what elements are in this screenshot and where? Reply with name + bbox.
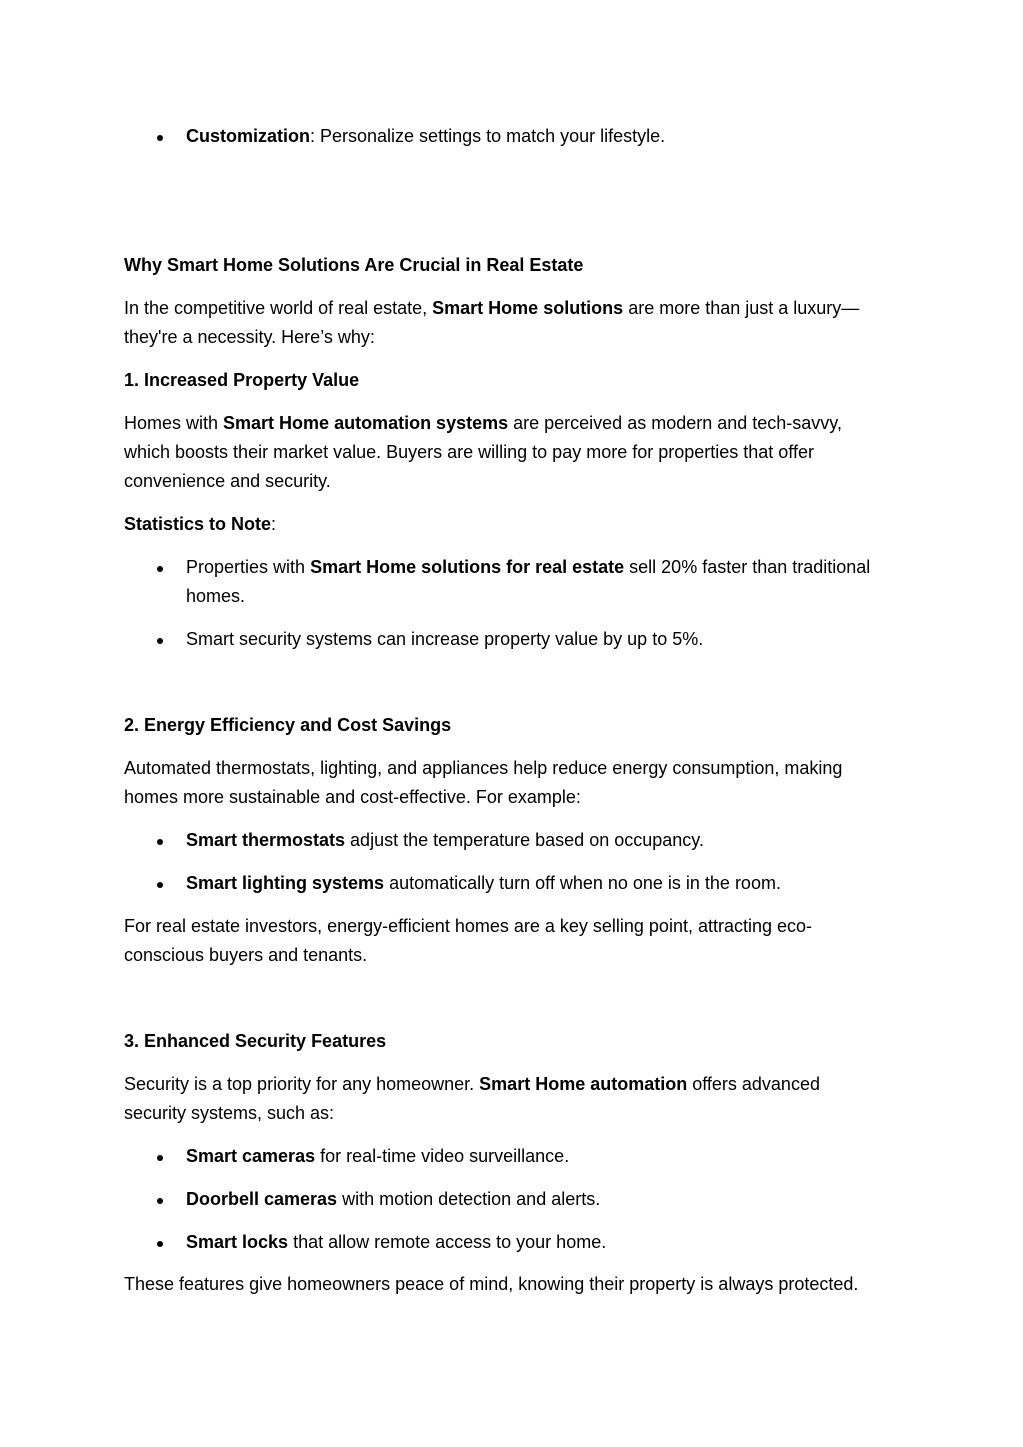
paragraph-text: conscious buyers and tenants. [124,945,368,965]
paragraph-why-line1 [124,294,904,323]
bold-term: Smart Home solutions [432,298,624,318]
bullet-dot [157,1198,163,1204]
paragraph-value-line3 [124,467,904,496]
paragraph-text: offers advanced [687,1074,820,1094]
paragraph-text: : [271,514,277,534]
bullet-dot [157,566,163,572]
list-item-text: homes. [186,586,246,606]
paragraph-investors-line1 [124,912,904,941]
bold-term: Statistics to Note [124,514,272,534]
paragraph-text: convenience and security. [124,471,331,491]
list-item-text: Smart security systems can increase property value by up to 5%. [186,629,704,649]
section-heading-security [124,1027,904,1056]
bold-term: Smart lighting systems [186,873,385,893]
bullet-dot [157,638,163,644]
bold-term: Smart locks [186,1232,289,1252]
bullet-dot [157,135,163,141]
list-item-locks [186,1228,904,1257]
list-item-text: for real-time video surveillance. [315,1146,570,1166]
list-item-stat-2 [186,625,904,654]
paragraph-security-line1 [124,1070,904,1099]
paragraph-closing [124,1270,904,1299]
paragraph-investors-line2 [124,941,904,970]
list-item-stat-1 [186,553,904,582]
bold-term: Smart thermostats [186,830,346,850]
list-item-text: automatically turn off when no one is in the room. [384,873,781,893]
list-item-text: : Personalize settings to match your lifestyle. [310,126,666,146]
list-item-lighting [186,869,904,898]
paragraph-text: These features give homeowners peace of mind, knowing their property is always protected. [124,1274,859,1294]
heading-text: 2. Energy Efficiency and Cost Savings [124,715,452,735]
paragraph-security-line2 [124,1099,904,1128]
bold-term: Smart Home automation [479,1074,688,1094]
list-item-cameras [186,1142,904,1171]
paragraph-text: are more than just a luxury— [623,298,860,318]
section-heading-why [124,251,904,280]
paragraph-why-line2 [124,323,904,352]
paragraph-text: For real estate investors, energy-efficient homes are a key selling point, attracting eco- [124,916,813,936]
heading-text: 3. Enhanced Security Features [124,1031,387,1051]
list-item-text: adjust the temperature based on occupancy. [345,830,704,850]
heading-text: Why Smart Home Solutions Are Crucial in Real Estate [124,255,584,275]
paragraph-text: homes more sustainable and cost-effective. For example: [124,787,581,807]
bold-term: Smart cameras [186,1146,316,1166]
bold-term: Customization [186,126,310,146]
bullet-dot [157,882,163,888]
bold-term: Doorbell cameras [186,1189,338,1209]
paragraph-text: Security is a top priority for any homeowner. [124,1074,480,1094]
list-item-text: that allow remote access to your home. [288,1232,607,1252]
section-heading-value [124,366,904,395]
bullet-dot [157,1241,163,1247]
paragraph-text: they're a necessity. Here’s why: [124,327,375,347]
paragraph-value-line2 [124,438,904,467]
paragraph-energy-line1 [124,754,904,783]
paragraph-text: Automated thermostats, lighting, and appliances help reduce energy consumption, making [124,758,843,778]
paragraph-text: In the competitive world of real estate, [124,298,433,318]
paragraph-text: which boosts their market value. Buyers are willing to pay more for properties that offer [124,442,814,462]
list-item-text: sell 20% faster than traditional [624,557,871,577]
list-item-thermostats [186,826,904,855]
paragraph-value-line1 [124,409,904,438]
paragraph-text: are perceived as modern and tech-savvy, [508,413,842,433]
bold-term: Smart Home solutions for real estate [310,557,625,577]
paragraph-text: Homes with [124,413,224,433]
bullet-dot [157,1155,163,1161]
heading-text: 1. Increased Property Value [124,370,360,390]
paragraph-energy-line2 [124,783,904,812]
bullet-dot [157,839,163,845]
paragraph-text: security systems, such as: [124,1103,335,1123]
list-item-stat-1-line2 [186,582,904,611]
stats-label [124,510,904,539]
bold-term: Smart Home automation systems [223,413,509,433]
list-item-text: with motion detection and alerts. [337,1189,601,1209]
section-heading-energy [124,711,904,740]
list-item-text: Properties with [186,557,311,577]
list-item-customization [186,122,904,151]
list-item-doorbell [186,1185,904,1214]
